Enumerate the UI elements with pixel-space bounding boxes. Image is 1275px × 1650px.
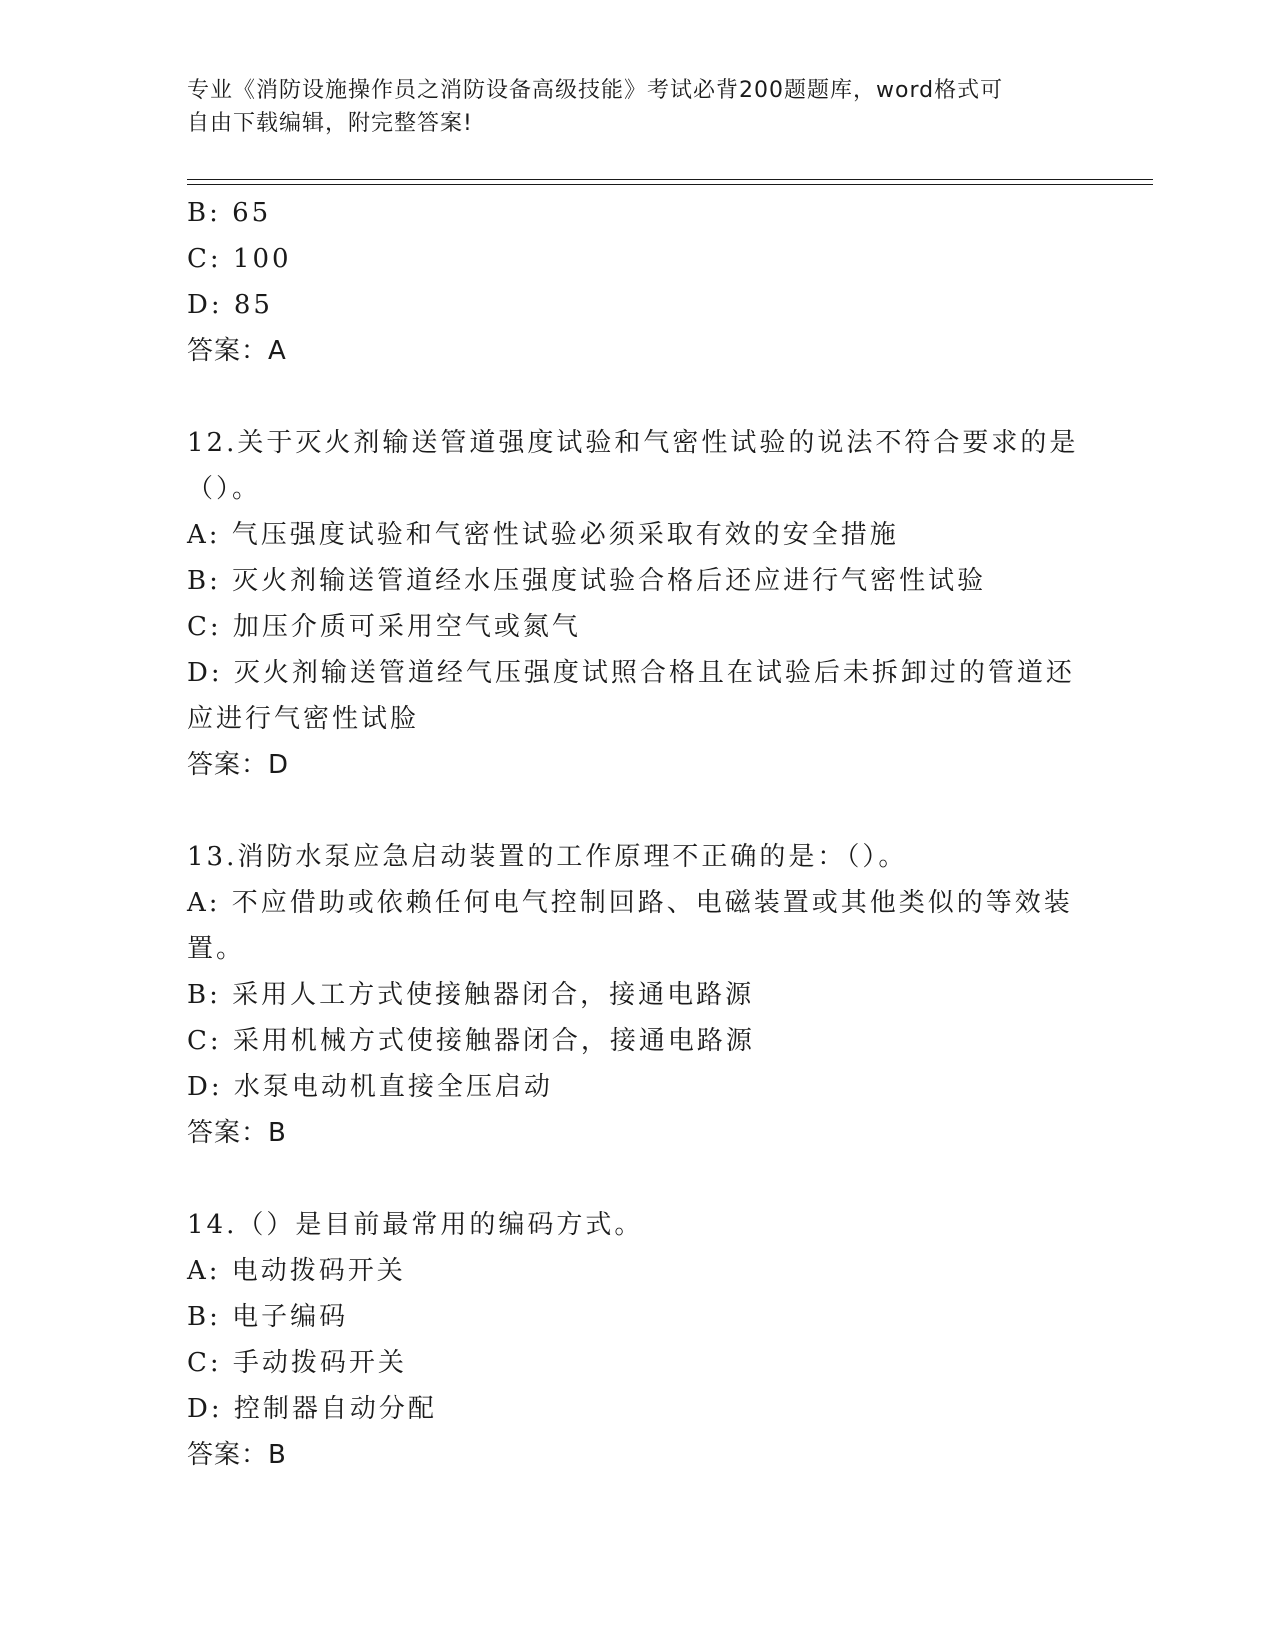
answer-line: 答案：D xyxy=(187,750,290,780)
spacer xyxy=(187,1156,1087,1202)
option-a: A: 电动拨码开关 xyxy=(187,1256,406,1286)
spacer xyxy=(187,374,1087,420)
question-12 xyxy=(187,420,1087,788)
question-13 xyxy=(187,834,1087,1156)
option-c: C: 手动拨码开关 xyxy=(187,1348,407,1378)
option-b: B: 采用人工方式使接触器闭合，接通电路源 xyxy=(187,980,755,1010)
header-title-line-2: 自由下载编辑，附完整答案! xyxy=(187,111,473,136)
option-b: B: 灭火剂输送管道经水压强度试验合格后还应进行气密性试验 xyxy=(187,566,987,596)
option-b: B: 65 xyxy=(187,198,272,228)
option-a: A: 气压强度试验和气密性试验必须采取有效的安全措施 xyxy=(187,520,899,550)
option-c: C: 采用机械方式使接触器闭合，接通电路源 xyxy=(187,1026,755,1056)
header-divider-top xyxy=(187,179,1153,180)
question-content xyxy=(187,190,1087,1478)
prev-question-block xyxy=(187,190,1087,374)
question-stem-line: 12.关于灭火剂输送管道强度试验和气密性试验的说法不符合要求的是 xyxy=(187,428,1079,458)
option-c: C: 100 xyxy=(187,244,292,274)
header-divider-bottom xyxy=(187,184,1153,185)
answer-line: 答案：B xyxy=(187,1118,287,1148)
option-c: C: 加压介质可采用空气或氮气 xyxy=(187,612,581,642)
question-stem-line: （）。 xyxy=(187,474,262,504)
question-14 xyxy=(187,1202,1087,1478)
header-title-line-1: 专业《消防设施操作员之消防设备高级技能》考试必背200题题库，word格式可 xyxy=(187,78,1004,103)
option-d-continued: 应进行气密性试脸 xyxy=(187,704,420,734)
answer-line: 答案：A xyxy=(187,336,287,366)
document-header xyxy=(187,74,1067,140)
question-stem-line: 13.消防水泵应急启动装置的工作原理不正确的是：（）。 xyxy=(187,842,908,872)
option-b: B: 电子编码 xyxy=(187,1302,349,1332)
option-d: D: 85 xyxy=(187,290,273,320)
option-a: A: 不应借助或依赖任何电气控制回路、电磁装置或其他类似的等效装 xyxy=(187,888,1073,918)
option-d: D: 水泵电动机直接全压启动 xyxy=(187,1072,553,1102)
question-stem-line: 14.（）是目前最常用的编码方式。 xyxy=(187,1210,644,1240)
option-d: D: 灭火剂输送管道经气压强度试照合格且在试验后未拆卸过的管道还 xyxy=(187,658,1075,688)
option-a-continued: 置。 xyxy=(187,934,246,964)
spacer xyxy=(187,788,1087,834)
answer-line: 答案：B xyxy=(187,1440,287,1470)
option-d: D: 控制器自动分配 xyxy=(187,1394,437,1424)
